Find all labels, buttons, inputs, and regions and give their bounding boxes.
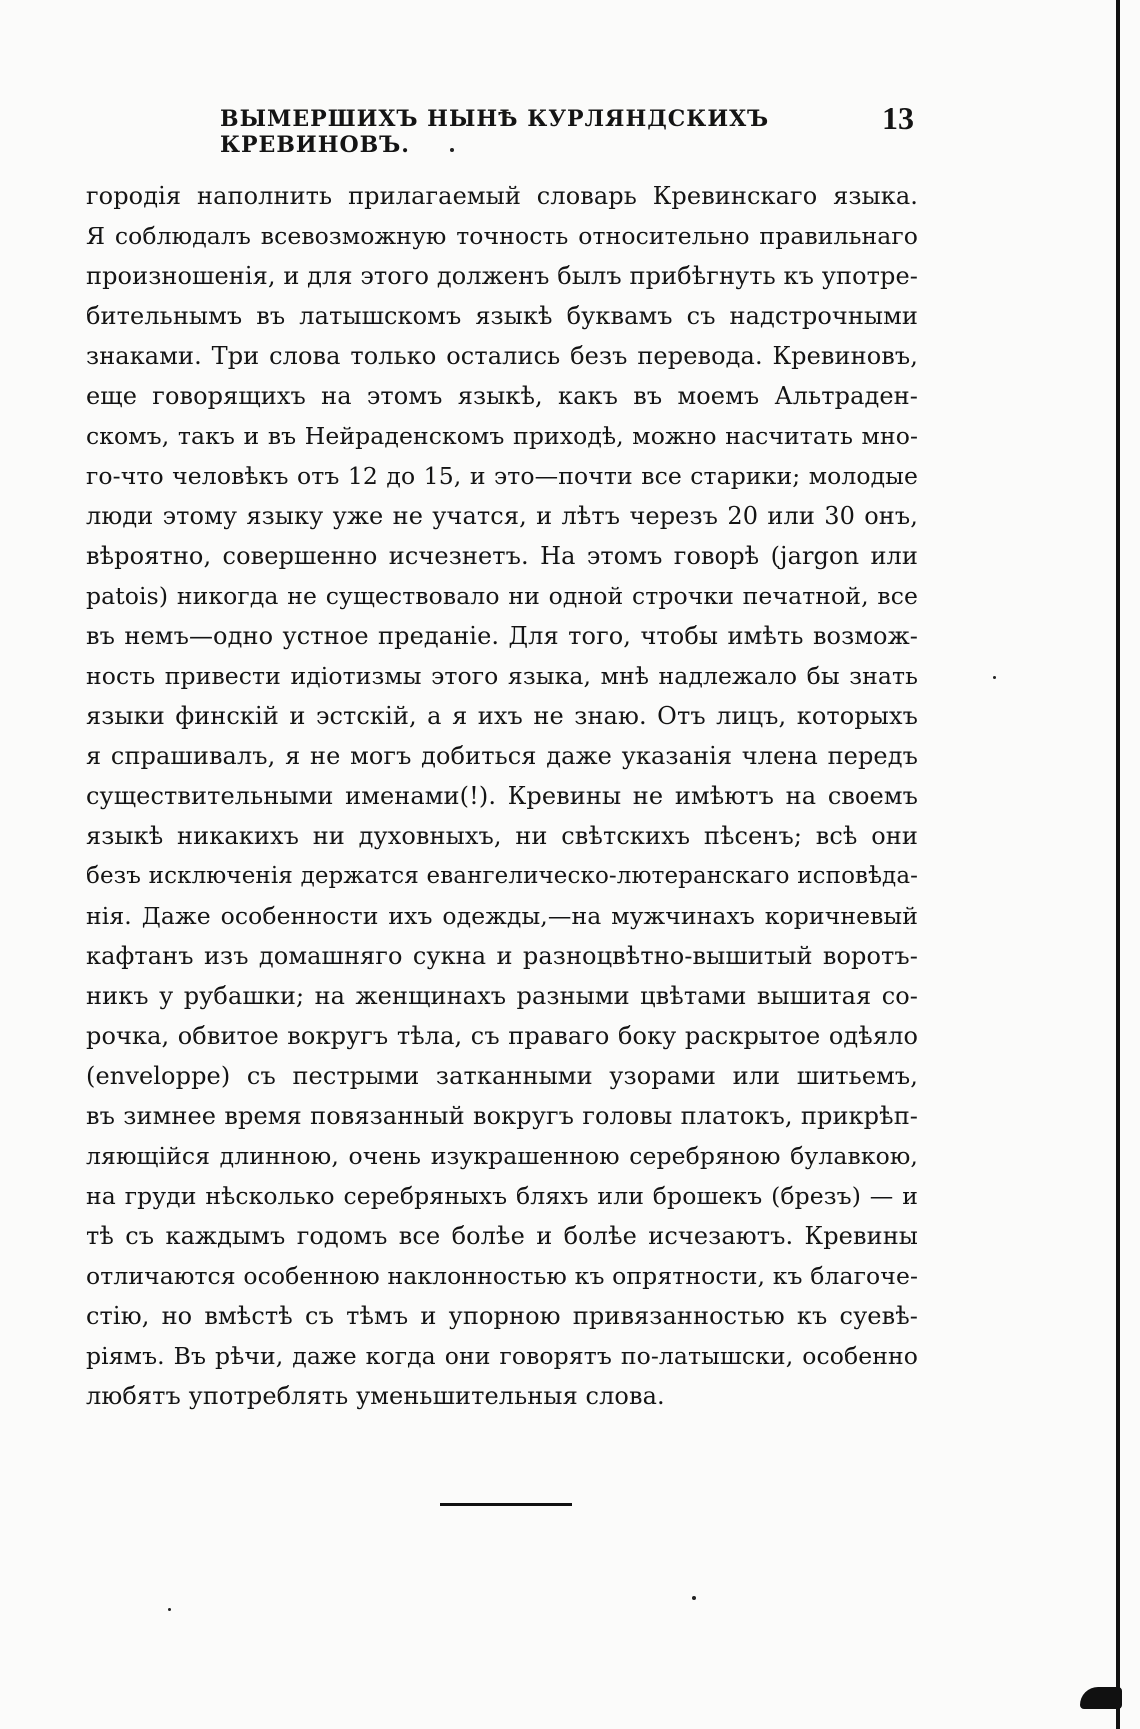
text-line: никъ у рубашки; на женщинахъ разными цвѣтами вышитая со- <box>86 982 918 1010</box>
text-line: любятъ употреблять уменьшительныя слова. <box>86 1382 665 1410</box>
page-header <box>88 100 918 158</box>
text-line: знаками. Три слова только остались безъ перевода. Кревиновъ, <box>86 342 918 370</box>
text-line: въ немъ—одно устное преданіе. Для того, чтобы имѣть возмож- <box>86 622 918 650</box>
text-line: patois) никогда не существовало ни одной строчки печатной, все <box>86 582 918 610</box>
text-line: я спрашивалъ, я не могъ добиться даже указанія члена передъ <box>86 742 918 770</box>
corner-ink-mark <box>1080 1687 1122 1709</box>
text-line: на груди нѣсколько серебряныхъ бляхъ или брошекъ (брезъ) — и <box>86 1182 918 1210</box>
text-line: нія. Даже особенности ихъ одежды,—на мужчинахъ коричневый <box>86 902 918 930</box>
text-line: ность привести идіотизмы этого языка, мнѣ надлежало бы знать <box>86 662 918 690</box>
ink-speck <box>450 148 454 152</box>
page-number: 13 <box>882 100 914 136</box>
text-line: ріямъ. Въ рѣчи, даже когда они говорятъ по-латышски, особенно <box>86 1342 918 1370</box>
text-line: тѣ съ каждымъ годомъ все болѣе и болѣе исчезаютъ. Кревины <box>86 1222 918 1250</box>
text-line: люди этому языку уже не учатся, и лѣтъ черезъ 20 или 30 онъ, <box>86 502 918 530</box>
text-line: рочка, обвитое вокругъ тѣла, съ праваго боку раскрытое одѣяло <box>86 1022 918 1050</box>
body-text <box>86 176 918 1416</box>
text-line: городія наполнить прилагаемый словарь Кревинскаго языка. <box>86 182 918 210</box>
text-line: языкѣ никакихъ ни духовныхъ, ни свѣтскихъ пѣсенъ; всѣ они <box>86 822 918 850</box>
text-line: вѣроятно, совершенно исчезнетъ. На этомъ говорѣ (jargon или <box>86 542 918 570</box>
ink-speck <box>168 1608 171 1611</box>
text-line: безъ исключенія держатся евангелическо-лютеранскаго исповѣда- <box>86 863 918 889</box>
text-line: го-что человѣкъ отъ 12 до 15, и это—почти все старики; молодые <box>86 462 918 490</box>
text-line: стію, но вмѣстѣ съ тѣмъ и упорною привязанностью къ суевѣ- <box>86 1302 918 1330</box>
text-line: скомъ, такъ и въ Нейраденскомъ приходѣ, можно насчитать мно- <box>86 422 918 450</box>
text-line: языки финскій и эстскій, а я ихъ не знаю. Отъ лицъ, которыхъ <box>86 702 918 730</box>
text-line: (enveloppe) съ пестрыми затканными узорами или шитьемъ, <box>86 1062 918 1090</box>
section-end-rule <box>440 1503 572 1506</box>
text-line: бительнымъ въ латышскомъ языкѣ буквамъ съ надстрочными <box>86 302 918 330</box>
text-line: отличаются особенною наклонностью къ опрятности, къ благоче- <box>86 1262 918 1290</box>
running-title: ВЫМЕРШИХЪ НЫНѢ КУРЛЯНДСКИХЪ КРЕВИНОВЪ. <box>220 106 770 158</box>
text-line: кафтанъ изъ домашняго сукна и разноцвѣтно-вышитый воротъ- <box>86 942 918 970</box>
text-line: въ зимнее время повязанный вокругъ головы платокъ, прикрѣп- <box>86 1102 918 1130</box>
page-edge-line <box>1116 0 1120 1729</box>
text-line: Я соблюдалъ всевозможную точность относительно правильнаго <box>86 222 918 250</box>
text-line: ляющійся длинною, очень изукрашенною серебряною булавкою, <box>86 1142 918 1170</box>
ink-speck <box>993 676 996 679</box>
ink-speck <box>692 1596 696 1600</box>
text-line: существительными именами(!). Кревины не имѣютъ на своемъ <box>86 782 918 810</box>
text-line: еще говорящихъ на этомъ языкѣ, какъ въ моемъ Альтраден- <box>86 382 918 410</box>
text-line: произношенія, и для этого долженъ былъ прибѣгнуть къ употре- <box>86 262 918 290</box>
